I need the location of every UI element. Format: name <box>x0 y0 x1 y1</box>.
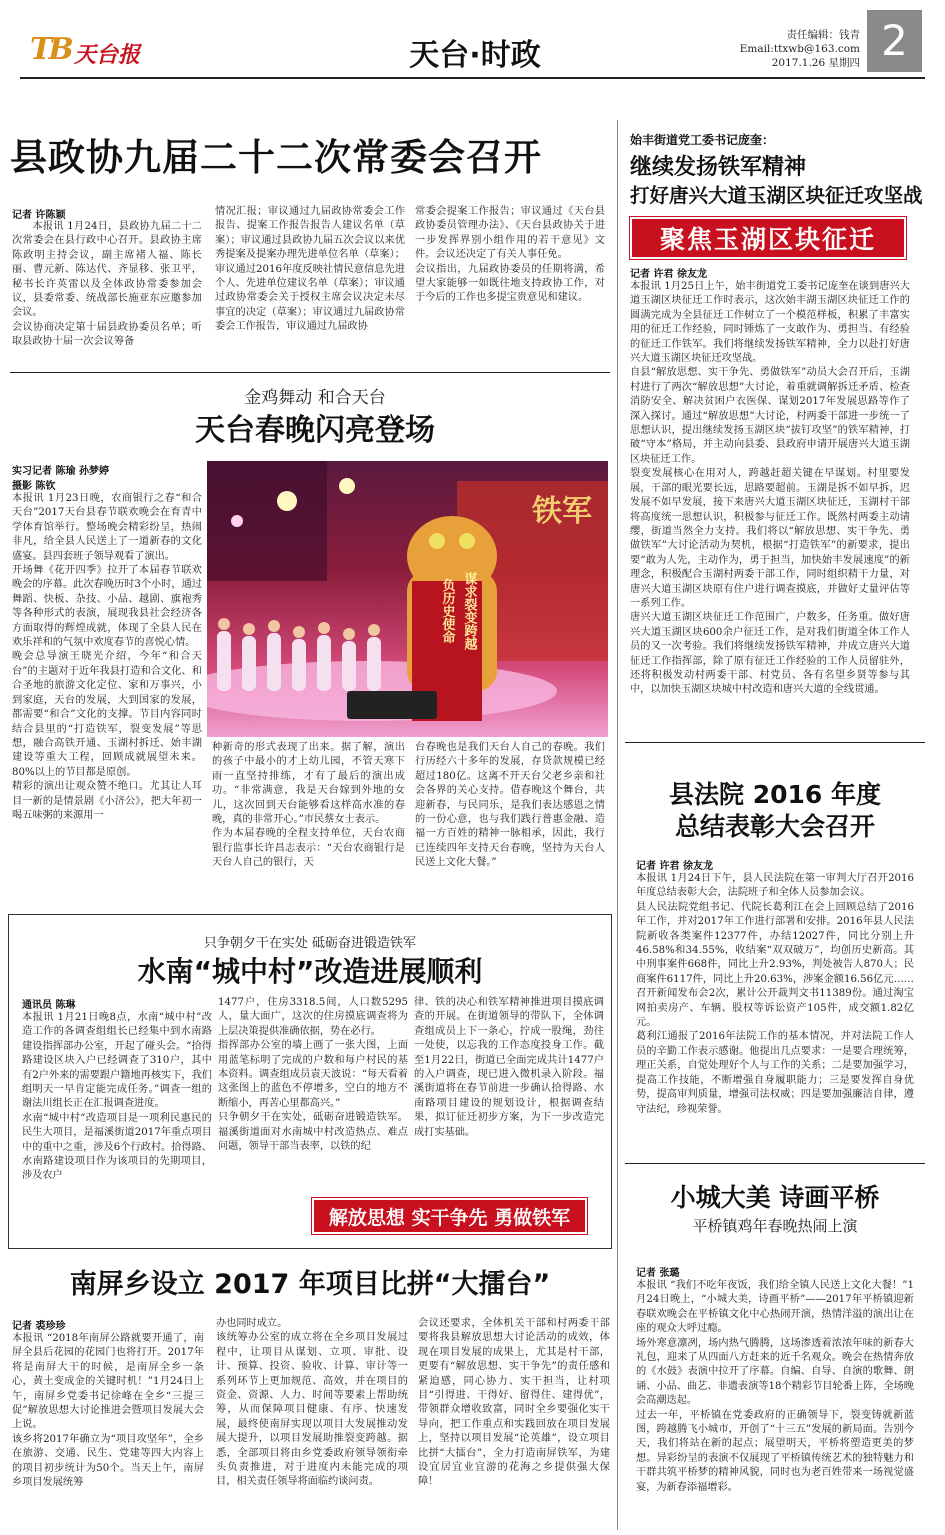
edition-info <box>700 28 860 70</box>
logo-mark: TB <box>30 32 70 67</box>
article5-byline: 记者 张璐 <box>636 1268 680 1279</box>
article1-col2: 情况汇报；审议通过九届政协常委会工作报告、提案工作报告报告人建议名单（草案）；审议通过县政协九届五次会议以来优秀提案及提案办理先进单位名单（草案）；审议通过2016年度反映社情民意信息先进个人、先进单位建议名单（草案）；审议通过政协常委会关于授权主席会议决定未尽事宜的决定（草案）；审议通过九届政协常委会工作报告，审议通过九届政协 <box>215 206 405 333</box>
article1-title: 县政协九届二十二次常委会召开 <box>10 136 542 179</box>
vertical-divider <box>617 120 618 1530</box>
article4-text: 本报讯 1月24日下午，县人民法院在第一审判大厅召开2016年度总结表彰大会，法院班子和全体人员参加会议。 县人民法院党组书记、代院长葛利江在会上回顾总结了2016年工作，并对2017年工作进行部署和安排。2016年县人民法院新收各类案件12377件，办结12027件，同比分别上升46.58%和34.55%，收结案“双双破万”，均创历史新高。其中刑事案件668件，同比上升2.93%，判处被告人870人；民商案件6117件，同比上升20.63%，涉案金额16.56亿元……召开新闻发布会2次，累计公开裁判文书11389份。通过淘宝网拍卖房产、车辆、股权等诉讼资产105件，成交额1.82亿元。 葛利江通报了2016年法院工作的基本情况，并对法院工作人员的辛勤工作表示感谢。他提出几点要求：一是要合理统筹，理正关系，自觉处理好个人与工作的关系；二是要加强学习，提高工作技能，不断增强自身履职能力；三是要发挥自身优势，提高审判质量，增强司法权威；四是要加强廉洁自律，遵守法纪，珍视荣誉。 <box>636 873 914 1115</box>
masthead-rule <box>20 77 925 79</box>
article6-slogan <box>312 1198 587 1234</box>
article5-text: 本报讯 “我们不吃年夜饭，我们给全镇人民送上文化大餐！”1月24日晚上，“小城大美，诗画平桥”——2017年平桥镇迎新春联欢晚会在平桥镇文化中心热闹开演，热情洋溢的演出让在座的观众大呼过瘾。 场外寒意凛冽，场内热气腾腾，这场渗透着浓浓年味的新春大礼包，迎来了从四面八方赶来的近千名观众。晚会在热情奔放的《水鼓》表演中拉开了序幕。自编、自导、自演的歌舞、朗诵、小品、曲艺、非遗表演等18个精彩节目轮番上阵，全场晚会高潮迭起。 过去一年，平桥镇在党委政府的正确领导下，裂变铸就新蓝图，跨越腾飞小城市，开创了“十三五”发展的新局面。告别今天，我们将站在新的起点；展望明天，平桥将塑造更美的梦想。异彩纷呈的表演不仅展现了平桥镇传统艺术的独特魅力和干群共筑平桥梦的精神风貌，同时也为老百姓带来一场视觉盛宴，为新春添福增彩。 <box>636 1280 914 1493</box>
article6-title: 水南“城中村”改造进展顺利 <box>137 955 483 988</box>
article2-subtitle: 金鸡舞动 和合天台 <box>244 388 386 408</box>
article2-col2: 种新奇的形式表现了出来。据了解，演出的孩子中最小的才上幼儿园，不管天寒下雨一直坚持排练，才有了最后的演出成功。“非常满意，我是天台嫁到外地的女儿，这次回到天台能够看这样高水准的春晚，真的非常开心。”市民蔡女士表示。 作为本届春晚的全程支持单位，天台农商银行监事长许昌志表示：“天台农商银行是天台人自己的银行，天 <box>212 742 405 869</box>
gala-photo-scene <box>207 461 608 737</box>
photo-banner-text1: 负历史使命 <box>439 578 455 644</box>
article1-col3: 常委会提案工作报告；审议通过《天台县政协委员管理办法》、《天台县政协关于进一步发挥界别小组作用的若干意见》文件。会议还决定了有关人事任免。 会议指出，九届政协委员的任期将满，希望大家能够一如既往地支持政协工作，对于今后的工作也多提宝贵意见和建议。 <box>415 206 605 304</box>
article7-col1: 本报讯 “2018年南屏公路就要开通了，南屏全县后花园的花园门也将打开。2017年将是南屏大干的时候，是南屏全乡一条心，黄土变成金的关键时机！”1月24日上午，南屏乡党委书记徐峰在全乡“三提三促”解放思想大讨论推进会暨项目发展大会上说。 该乡将2017年确立为“项目攻坚年”，全乡在旅游、交通、民生、党建等四大内容上的项目初步统计为50个。当天上午，南屏乡项目发展统筹 <box>12 1333 204 1489</box>
divider-a3 <box>625 742 925 743</box>
article3-title-line2: 打好唐兴大道玉湖区块征迁攻坚战 <box>630 184 923 207</box>
article5-title: 小城大美 诗画平桥 <box>670 1183 880 1212</box>
article3-kicker: 始丰街道党工委书记庞奎： <box>630 133 775 147</box>
issue-date: 2017.1.26 星期四 <box>771 57 860 69</box>
article5-subtitle: 平桥镇鸡年春晚热闹上演 <box>692 1217 858 1235</box>
logo-name: 天台报 <box>74 42 141 68</box>
article7-title: 南屏乡设立 2017 年项目比拼“大擂台” <box>69 1269 551 1300</box>
article4-title-line2: 总结表彰大会召开 <box>674 812 875 841</box>
article3-text: 本报讯 1月25日上午，始丰街道党工委书记庞奎在谈到唐兴大道玉湖区块征迁工作时表示，这次始丰湖玉湖区块征迁工作的圆满完成为全县征迁工作树立了一个模范样板，积累了丰富实用的征迁工作经验，同时锤炼了一支敢作为、勇担当、有经验的征迁工作铁军。我们将继续发扬铁军精神，全力以赴打好唐兴大道玉湖区块征迁攻坚战。 自县“解放思想、实干争先、勇做铁军”动员大会召开后，玉湖村进行了两次“解放思想”大讨论，着重就调解拆迁矛盾、检查消防安全、解决贫困户衣医保、谋划2017年发展思路等作了深入探讨。通过“解放思想”大讨论，村两委干部进一步统一了思想认识，提出继续发扬玉湖区块“拔钉攻坚”的铁军精神，打破“守本”格局，并主动向县委、县政府申请开展唐兴大道玉湖区块征迁工作。 裂变发展核心在用对人，跨越赶超关键在早谋划。村里要发展，干部的眼光要长远，思路要超前。玉湖是拆不如早拆，迟发展不如早发展，接下来唐兴大道玉湖区块征迁，玉湖村干部将高度统一思想认识，积极参与征迁工作。既然村两委主动请缨，街道当然全力支持。我们将以“解放思想、实干争先、勇做铁军”大讨论活动为契机，根据“打造铁军”的新要求，提出要“敢为人先，主动作为，勇于担当，加快始丰发展速度”的新理念，积极配合玉湖村两委干部工作，同时组织精干力量，对唐兴大道玉湖区块原有住户进行调查摸底，并做好丈量评估等一系列工作。 唐兴大道玉湖区块征迁工作范围广，户数多，任务重。做好唐兴大道玉湖区块600余户征迁工作，是对我们街道全体工作人员的又一次考验。我们将继续发扬铁军精神，并成立唐兴大道征迁工作指挥部，除了原有征迁工作经验的工作人员留驻外，还将积极发动村两委干部、村党员、各有名望乡贤等参与其中，以加快玉湖区块城中村改造和唐兴大道的全线贯通。 <box>630 281 910 696</box>
divider-a4 <box>625 1163 925 1164</box>
article6-byline: 通讯员 陈琳 <box>22 1000 76 1011</box>
article6-slogan-text: 解放思想 实干争先 勇做铁军 <box>328 1207 571 1229</box>
article6-col3: 律、铁的决心和铁军精神推进项目摸底调查的开展。在街道领导的带队下，全体调查组成员上下一条心，拧成一股绳，劲往一处使，以忘我的工作态度投身工作。截至1月22日，街道已全面完成共计1477户的入户调查，现已进入微机录入阶段。福溪街道将在春节前进一步确认拾得路、水南路项目建设的规划设计，根据调查结果，拟订征迁初步方案，为下一步改造完成打实基础。 <box>414 997 604 1138</box>
gala-photo <box>207 461 608 737</box>
page-number: 2 <box>881 16 908 65</box>
article4-title-line1: 县法院 2016 年度 <box>669 780 881 809</box>
article3-banner <box>630 217 906 259</box>
article6-col1: 本报讯 1月21日晚8点，水南“城中村”改造工作的各调查组组长已经集中到水南路建设指挥部办公室，开起了碰头会。“拾得路建设区块入户已经调查了310户，其中有2户外来的需要跟户籍地再核实下，我们组明天一早肯定能完成任务。”调查一组的谢法川组长正在汇报调查进度。 水南“城中村”改造项目是一项利民惠民的民生大项目，是福溪街道2017年重点项目中的重中之重，涉及6个行政村。拾得路、水南路建设项目作为该项目的先期项目，涉及农户 <box>22 1012 212 1182</box>
photo-screen-text: 铁军 <box>532 494 592 529</box>
photo-banner-text2: 谋求裂变跨越 <box>461 572 477 650</box>
masthead <box>0 0 945 90</box>
article7-byline: 记者 裘珍珍 <box>12 1321 66 1332</box>
article7-col3: 会议还要求，全体机关干部和村两委干部要将我县解放思想大讨论活动的成效，体现在项目发展的成果上，尤其是村干部，更要有“解放思想、实干争先”的责任感和紧迫感，同心协力、实干担当，让村项目“引得进、干得好、留得住、建得优”，带领群众增收致富，同时全乡要强化实干导向，把工作重点和实践回放在项目发展上，坚持以项目发展“论英雄”，设立项目比拼“大擂台”，全力打造南屏铁军，为建设宜居宜业宜游的花海之乡提供强大保障！ <box>418 1318 610 1488</box>
article2-col1: 本报讯 1月23日晚，农商银行之春“和合天台”2017天台县春节联欢晚会在育青中学体育馆举行。整场晚会精彩纷呈，热闹非凡，给全县人民送上了一道新春的文化盛宴。县四套班子领导观看了演出。 开场舞《花开四季》拉开了本届春节联欢晚会的序幕。此次春晚历时3个小时，通过舞蹈、快板、杂技、小品、越剧、旗袍秀等各种形式的表演，展现我县社会经济各方面取得的辉煌成就，体现了全县人民在欢乐祥和的气氛中欢度春节的喜悦心情。 晚会总导演王晓光介绍，今年“和合天台”的主题对于近年我县打造和合文化、和合圣地的旅游文化定位、家和万事兴，小到家庭，天台的发展，大到国家的发展，都需要“和合”文化的支撑。节目内容同时结合县里的“打造铁军，裂变发展”等思想，融合高铁开通、玉湖村拆迁、始丰湖建设等重大工程，回顾成就展望未来。80%以上的节目都是原创。 精彩的演出让观众赞不绝口。尤其让人耳目一新的是情景剧《小济公》，把大年初一喝五味粥的来源用一 <box>12 493 202 821</box>
article2-byline1: 实习记者 陈瑜 孙梦婷 <box>12 466 109 477</box>
article2-byline2: 摄影 陈钦 <box>12 481 56 492</box>
article2-title: 天台春晚闪亮登场 <box>195 413 435 448</box>
article1-col1: 本报讯 1月24日，县政协九届二十二次常委会在县行政中心召开。县政协主席陈政明主持会议，副主席褚人福、陈长丽、曹元新、陈达代、齐显移、张卫平，秘书长许英雷以及全体政协常委参加会议，县委常委、统战部长施亚东应邀参加会议。 会议协商决定第十届县政协委员名单；听取县政协十届一次会议筹备 <box>12 221 202 348</box>
logo <box>30 32 190 72</box>
article3-title-line1: 继续发扬铁军精神 <box>630 155 807 180</box>
article6-col2: 1477户，住房3318.5间，人口数5295人，量大面广，这次的住房摸底调查将为上层决策提供准确依据，势在必行。 指挥部办公室的墙上画了一张大图，上面用蓝笔标明了完成的户数和每户村民的基本资料。调查组成员袁天波说：“每天看着这张图上的蓝色不停增多，空白的地方不断缩小，再苦心里都高兴。” 只争朝夕干在实处，砥砺奋进锻造铁军。福溪街道面对水南城中村改造热点、难点问题，领导干部当表率，以铁的纪 <box>218 997 408 1153</box>
divider-a1 <box>10 372 610 373</box>
article4-byline: 记者 许君 徐友龙 <box>636 861 713 872</box>
editor-email: Email:ttxwb@163.com <box>739 43 860 55</box>
page-number-box <box>867 10 922 72</box>
article1-byline: 记者 许陈颖 <box>12 210 66 221</box>
article3-byline: 记者 许君 徐友龙 <box>630 269 707 280</box>
article3-banner-text: 聚焦玉湖区块征迁 <box>659 225 876 254</box>
editor-label: 责任编辑：钱青 <box>786 29 860 41</box>
article2-col3: 台春晚也是我们天台人自己的春晚。我们行历经六十多年的发展，存贷款规模已经超过180亿。这离不开天台父老乡亲和社会各界的关心支持。借春晚这个舞台，共迎新春，与民同乐，是我们表达感恩之情的一份心意，也与我们践行普惠金融、造福一方百姓的精神一脉相承，因此，我行已连续四年支持天台春晚，坚持为天台人民送上文化大餐。” <box>415 742 605 869</box>
article6-kicker: 只争朝夕干在实处 砥砺奋进锻造铁军 <box>203 936 417 951</box>
article7-col2: 办也同时成立。 该统筹办公室的成立将在全乡项目发展过程中，让项目从谋划、立项、审批、设计、预算、投资、验收、计算、审计等一系列环节上更加规范、高效，并在项目的资金、资源、人力、时间等要素上帮助统筹，从而保障项目健康、有序、快速发展，最终使南屏实现以项目大发展推动发展大提升，以项目发展助推裂变跨越。据悉，全部项目将由乡党委政府领导领衔牵头负责推进，对于进度内未能完成的项目，相关责任领导将面临约谈问责。 <box>216 1318 408 1488</box>
section-title: 天台·时政 <box>409 38 541 73</box>
